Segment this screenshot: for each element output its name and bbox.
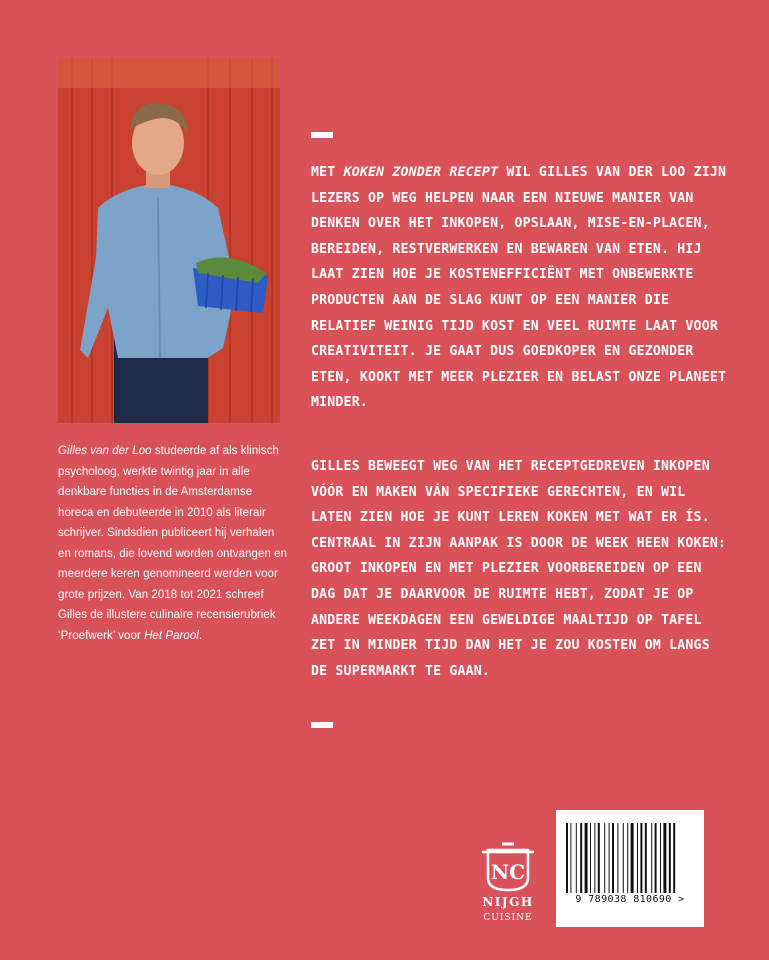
blurb-p1-start: MET — [311, 165, 344, 180]
isbn-arrow: > — [678, 894, 685, 905]
logo-line2: CUISINE — [483, 913, 533, 923]
divider-bottom — [311, 722, 333, 728]
logo-initials: NC — [490, 860, 526, 884]
isbn-number — [556, 894, 704, 905]
barcode — [556, 810, 704, 927]
author-name: Gilles van der Loo — [58, 445, 152, 457]
barcode-bars — [564, 823, 696, 895]
blurb-p1-rest: WIL GILLES VAN DER LOO ZIJN LEZERS OP WEG HELPEN NAAR EEN NIEUWE MANIER VAN DENKEN OVER HET INKOPEN, OPSLAAN, MISE-EN-PLACEN, BEREIDEN, RESTVERWERKEN EN BEWAREN VAN ETEN. HIJ LAAT ZIEN HOE JE KOSTENEFFICIËNT MET ONBEWERKTE PRODUCTEN AAN DE SLAG KUNT OP EEN MANIER DIE RELATIEF WEINIG TIJD KOST EN VEEL RUIMTE LAAT VOOR CREATIVITEIT. JE GAAT DUS GOEDKOPER EN GEZONDER ETEN, KOOKT MET MEER PLEZIER EN BELAST ONZE PLANEET MINDER. — [311, 165, 727, 411]
isbn-text: 9 789038 810690 — [575, 894, 672, 905]
divider-top — [311, 132, 333, 138]
author-bio — [58, 441, 290, 646]
blurb-paragraph-1 — [311, 160, 731, 416]
bio-text: studeerde af als klinisch psycholoog, werkte twintig jaar in alle denkbare functies in de Amsterdamse horeca en debuteerde in 2010 als literair schrijver. Sindsdien publiceert hij verhalen en romans, die lovend worden ontvangen en meerdere keren genomineerd werden voor grote prijzen. Van 2018 tot 2021 schreef Gilles de illustere culinaire recensierubriek ‘Proefwerk’ voor — [58, 445, 288, 642]
logo-line1: NIJGH — [482, 895, 534, 909]
blurb-paragraph-2 — [311, 454, 731, 684]
newspaper-name: Het Parool — [144, 629, 199, 642]
author-photo — [58, 58, 280, 423]
bio-end: . — [198, 629, 203, 642]
blurb-p2-text: GILLES BEWEEGT WEG VAN HET RECEPTGEDREVEN INKOPEN VÓÓR EN MAKEN VÁN SPECIFIEKE GERECHTEN, EN WIL LATEN ZIEN HOE JE KUNT LEREN KOKEN MET WAT ER ÍS. CENTRAAL IN ZIJN AANPAK IS DOOR DE WEEK HEEN KOKEN: GROOT INKOPEN EN MET PLEZIER VOORBEREIDEN OP EEN DAG DAT JE DAARVOOR DE RUIMTE HEBT, ZODAT JE OP ANDERE WEEKDAGEN EEN GEWELDIGE MAALTIJD OP TAFEL ZET IN MINDER TIJD DAN HET JE ZOU KOSTEN OM LANGS DE SUPERMARKT TE GAAN. — [311, 459, 727, 679]
book-title: KOKEN ZONDER RECEPT — [343, 165, 499, 180]
publisher-logo — [474, 838, 542, 923]
